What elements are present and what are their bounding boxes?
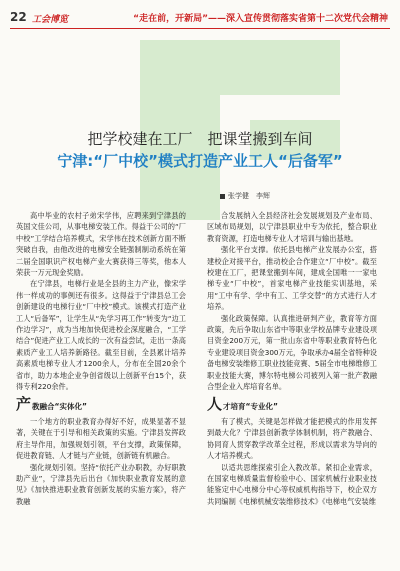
paragraph: 强化规划引领。坚持“依托产业办职教，办好职教助产业”，宁津县先后出台《加快职业教育发展的意见》《加快推进职业教育创新发展的实施方案》，将产教融 [16, 462, 186, 506]
article-subtitle: 宁津:“厂中校”模式打造产业工人“后备军” [57, 152, 343, 170]
paragraph: 有了模式，关键是怎样做才能把模式的作用发挥到最大化？宁津县创新教学体制机制，将产教融合、协同育人贯穿教学改革全过程，形成以需求为导向的人才培养模式。 [207, 416, 377, 461]
paragraph: 以适共思维探索引企入教改革。紧扣企业需求，在国家电梯质量监督检验中心、国家机械行业职业技能鉴定中心电梯分中心等权威机构指导下，校企双方共同编制《电梯机械安装维修技术》《电梯电气安装维 [207, 462, 377, 506]
author-line [220, 191, 270, 201]
article-title: 把学校建在工厂 把课堂搬到车间 [87, 130, 313, 148]
paragraph: 在宁津县，电梯行业是全县的主力产业，像宋学伟一样成功的事例还有很多。这得益于宁津县总工会创新建设的电梯行业“厂中校”模式。该模式打造产业工人“后备军”，让学生从“先学习再工作”转变为“边工作边学习”，成为当地加快促进校企深度融合，“工学结合”促进产业工人成长的一次有益尝试，走出一条高素质产业工人培养新路径。截至目前，全县累计培养高素质电梯专业人才1200余人，分布在全国20余个省市，助力本地企业争创省级以上创新平台15个，获得专利220余件。 [16, 279, 186, 392]
page-number: 22 [10, 10, 27, 24]
magazine-name: 工会博览 [32, 15, 69, 25]
paragraph: 一个地方的职业教育办得好不好，成果显著不显著，关键在于引导和相关政策的实施。宁津县发挥政府主导作用，加强规划引领，平台支撑，政策保障，促进教育链、人才链与产业链，创新链有机融合。 [16, 416, 186, 461]
section-heading: 人才培育“专业化” [207, 394, 278, 413]
left-column [16, 210, 186, 507]
right-column [207, 210, 377, 507]
paragraph: 强化政策保障。认真推进研判产业，教育等方面政策，先后争取山东省中等职业学校品牌专业建设项目资金200万元，第一批山东省中等职业教育特色化专业建设项目资金300万元，争取承办4届全省特种设备电梯安装维修工职业技能竞赛、5届全市电梯维修工职业技能大赛，博尔特电梯公司被列入第一批产教融合型企业入库培育名单。 [207, 313, 377, 392]
section-heading: 产教融合“实体化” [16, 394, 87, 413]
page-header [10, 8, 390, 30]
authors: 张学健 李辉 [228, 192, 270, 200]
square-bullet-icon [220, 194, 225, 199]
header-slogan: “走在前，开新局”——深入宣传贯彻落实省第十二次党代会精神 [133, 14, 388, 24]
paragraph: 强化平台支撑。依托县电梯产业发展办公室，搭建校企对接平台，推动校企合作建立“厂中校”。截至校建在工厂，把课堂搬到车间，建成全国唯一一家电梯专业“厂中校”，首家电梯产业技能实训基地，采用“工中有学、学中有工、工学交替”的方式进行人才培养。 [207, 245, 377, 312]
paragraph: 高中毕业的农村子弟宋学伟，应聘来到宁津县的英国文佳公司，从事电梯安装工作。得益于公司的“厂中校”工学结合培养模式，宋学伟在技术创新方面不断突破自我，由他改进的电梯安全链强制制动系统在第二届全国职识产权电梯产业大赛获得三等奖，他本人荣获一万元现金奖励。 [16, 211, 186, 278]
header-rule [10, 28, 390, 29]
paragraph: 合发展纳入全县经济社会发展规划及产业布局、区域布局规划，以宁津县职业中专为依托，整合职业教育资源，打造电梯专业人才培训与输出基地。 [207, 211, 377, 243]
